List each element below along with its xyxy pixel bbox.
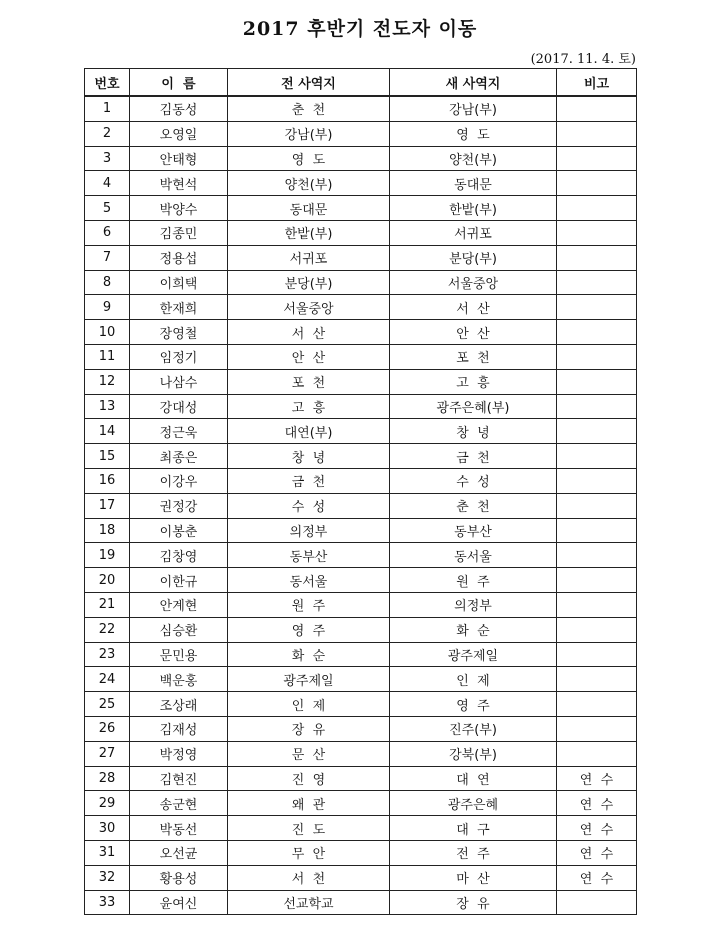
cell-new-post: 수 성 — [390, 468, 557, 493]
table-row — [85, 890, 637, 915]
cell-name: 권정강 — [130, 493, 228, 518]
cell-new-post: 인 제 — [390, 667, 557, 692]
cell-new-post: 동서울 — [390, 543, 557, 568]
cell-note: 연 수 — [557, 766, 637, 791]
cell-previous-post: 춘 천 — [228, 96, 390, 121]
cell-new-post: 장 유 — [390, 890, 557, 915]
cell-number: 29 — [85, 791, 130, 816]
cell-number: 12 — [85, 369, 130, 394]
table-row — [85, 865, 637, 890]
cell-name: 김현진 — [130, 766, 228, 791]
table-row — [85, 419, 637, 444]
table-row — [85, 245, 637, 270]
cell-number: 22 — [85, 617, 130, 642]
cell-number: 14 — [85, 419, 130, 444]
cell-previous-post: 문 산 — [228, 741, 390, 766]
cell-number: 9 — [85, 295, 130, 320]
table-row — [85, 518, 637, 543]
table-row — [85, 295, 637, 320]
cell-note — [557, 741, 637, 766]
table-row — [85, 592, 637, 617]
cell-number: 19 — [85, 543, 130, 568]
table-row — [85, 444, 637, 469]
cell-new-post: 서 산 — [390, 295, 557, 320]
cell-name: 강대성 — [130, 394, 228, 419]
cell-new-post: 금 천 — [390, 444, 557, 469]
cell-previous-post: 고 흥 — [228, 394, 390, 419]
cell-number: 27 — [85, 741, 130, 766]
cell-note: 연 수 — [557, 816, 637, 841]
header-previous-post: 전 사역지 — [228, 69, 390, 97]
cell-name: 안계현 — [130, 592, 228, 617]
cell-number: 17 — [85, 493, 130, 518]
cell-number: 32 — [85, 865, 130, 890]
cell-new-post: 영 주 — [390, 692, 557, 717]
cell-name: 심승환 — [130, 617, 228, 642]
cell-name: 백운홍 — [130, 667, 228, 692]
cell-previous-post: 강남(부) — [228, 121, 390, 146]
cell-note: 연 수 — [557, 840, 637, 865]
table-row — [85, 617, 637, 642]
cell-name: 장영철 — [130, 320, 228, 345]
cell-number: 24 — [85, 667, 130, 692]
cell-number: 5 — [85, 196, 130, 221]
table-row — [85, 766, 637, 791]
document-title: 2017 후반기 전도자 이동 — [242, 18, 478, 40]
cell-note: 연 수 — [557, 791, 637, 816]
cell-name: 김창영 — [130, 543, 228, 568]
cell-name: 정용섭 — [130, 245, 228, 270]
cell-note — [557, 394, 637, 419]
cell-number: 33 — [85, 890, 130, 915]
header-name: 이 름 — [130, 69, 228, 97]
table-row — [85, 493, 637, 518]
cell-name: 박동선 — [130, 816, 228, 841]
cell-new-post: 대 구 — [390, 816, 557, 841]
table-row — [85, 369, 637, 394]
cell-name: 송군현 — [130, 791, 228, 816]
table-body — [85, 96, 637, 915]
cell-previous-post: 양천(부) — [228, 171, 390, 196]
cell-name: 안태형 — [130, 146, 228, 171]
cell-previous-post: 영 주 — [228, 617, 390, 642]
cell-note — [557, 592, 637, 617]
cell-number: 30 — [85, 816, 130, 841]
cell-note — [557, 716, 637, 741]
cell-name: 이강우 — [130, 468, 228, 493]
transfer-table — [84, 68, 637, 915]
table-row — [85, 220, 637, 245]
cell-name: 김종민 — [130, 220, 228, 245]
cell-name: 최종은 — [130, 444, 228, 469]
table-row — [85, 121, 637, 146]
cell-new-post: 한밭(부) — [390, 196, 557, 221]
cell-note — [557, 617, 637, 642]
cell-number: 20 — [85, 568, 130, 593]
cell-note — [557, 96, 637, 121]
cell-note — [557, 171, 637, 196]
cell-previous-post: 선교학교 — [228, 890, 390, 915]
cell-name: 박양수 — [130, 196, 228, 221]
document-date: (2017. 11. 4. 토) — [530, 52, 636, 67]
cell-previous-post: 창 녕 — [228, 444, 390, 469]
cell-name: 황용성 — [130, 865, 228, 890]
cell-name: 한재희 — [130, 295, 228, 320]
table-row — [85, 344, 637, 369]
cell-number: 15 — [85, 444, 130, 469]
table-row — [85, 320, 637, 345]
cell-previous-post: 의정부 — [228, 518, 390, 543]
table-row — [85, 741, 637, 766]
cell-previous-post: 원 주 — [228, 592, 390, 617]
cell-previous-post: 광주제일 — [228, 667, 390, 692]
cell-previous-post: 포 천 — [228, 369, 390, 394]
cell-previous-post: 서귀포 — [228, 245, 390, 270]
cell-note — [557, 568, 637, 593]
cell-note — [557, 444, 637, 469]
table-row — [85, 667, 637, 692]
cell-new-post: 고 흥 — [390, 369, 557, 394]
table-row — [85, 816, 637, 841]
cell-note: 연 수 — [557, 865, 637, 890]
cell-note — [557, 419, 637, 444]
cell-number: 4 — [85, 171, 130, 196]
cell-new-post: 동부산 — [390, 518, 557, 543]
header-new-post: 새 사역지 — [390, 69, 557, 97]
table-row — [85, 394, 637, 419]
cell-number: 7 — [85, 245, 130, 270]
cell-name: 나삼수 — [130, 369, 228, 394]
table-row — [85, 468, 637, 493]
cell-name: 박정영 — [130, 741, 228, 766]
cell-note — [557, 518, 637, 543]
cell-previous-post: 서 천 — [228, 865, 390, 890]
cell-new-post: 양천(부) — [390, 146, 557, 171]
cell-new-post: 의정부 — [390, 592, 557, 617]
cell-new-post: 전 주 — [390, 840, 557, 865]
cell-new-post: 분당(부) — [390, 245, 557, 270]
table-row — [85, 716, 637, 741]
cell-note — [557, 890, 637, 915]
cell-new-post: 서울중앙 — [390, 270, 557, 295]
cell-note — [557, 295, 637, 320]
cell-name: 김재성 — [130, 716, 228, 741]
table-row — [85, 568, 637, 593]
cell-new-post: 포 천 — [390, 344, 557, 369]
cell-name: 윤여신 — [130, 890, 228, 915]
cell-note — [557, 320, 637, 345]
table-header-row — [85, 69, 637, 97]
cell-note — [557, 493, 637, 518]
cell-new-post: 강남(부) — [390, 96, 557, 121]
table-row — [85, 791, 637, 816]
cell-note — [557, 692, 637, 717]
cell-number: 18 — [85, 518, 130, 543]
cell-new-post: 진주(부) — [390, 716, 557, 741]
cell-previous-post: 동대문 — [228, 196, 390, 221]
cell-number: 13 — [85, 394, 130, 419]
cell-new-post: 광주은혜 — [390, 791, 557, 816]
cell-name: 오영일 — [130, 121, 228, 146]
cell-previous-post: 분당(부) — [228, 270, 390, 295]
cell-number: 8 — [85, 270, 130, 295]
cell-name: 이희택 — [130, 270, 228, 295]
table-row — [85, 270, 637, 295]
table-row — [85, 840, 637, 865]
cell-number: 26 — [85, 716, 130, 741]
cell-new-post: 광주제일 — [390, 642, 557, 667]
cell-previous-post: 한밭(부) — [228, 220, 390, 245]
cell-name: 문민용 — [130, 642, 228, 667]
cell-number: 28 — [85, 766, 130, 791]
cell-name: 정근욱 — [130, 419, 228, 444]
cell-name: 김동성 — [130, 96, 228, 121]
cell-previous-post: 수 성 — [228, 493, 390, 518]
cell-new-post: 동대문 — [390, 171, 557, 196]
cell-previous-post: 화 순 — [228, 642, 390, 667]
cell-name: 임정기 — [130, 344, 228, 369]
cell-number: 23 — [85, 642, 130, 667]
table-row — [85, 96, 637, 121]
cell-previous-post: 대연(부) — [228, 419, 390, 444]
cell-number: 2 — [85, 121, 130, 146]
cell-new-post: 영 도 — [390, 121, 557, 146]
cell-number: 1 — [85, 96, 130, 121]
cell-number: 3 — [85, 146, 130, 171]
table-row — [85, 642, 637, 667]
cell-previous-post: 진 영 — [228, 766, 390, 791]
table-row — [85, 146, 637, 171]
cell-new-post: 화 순 — [390, 617, 557, 642]
cell-previous-post: 서 산 — [228, 320, 390, 345]
cell-new-post: 서귀포 — [390, 220, 557, 245]
cell-note — [557, 220, 637, 245]
cell-name: 이한규 — [130, 568, 228, 593]
cell-previous-post: 금 천 — [228, 468, 390, 493]
cell-previous-post: 무 안 — [228, 840, 390, 865]
header-number: 번호 — [85, 69, 130, 97]
cell-number: 6 — [85, 220, 130, 245]
header-note: 비고 — [557, 69, 637, 97]
cell-new-post: 원 주 — [390, 568, 557, 593]
cell-note — [557, 121, 637, 146]
cell-note — [557, 642, 637, 667]
cell-number: 11 — [85, 344, 130, 369]
cell-name: 이봉춘 — [130, 518, 228, 543]
cell-name: 조상래 — [130, 692, 228, 717]
cell-number: 16 — [85, 468, 130, 493]
table-row — [85, 543, 637, 568]
cell-previous-post: 동부산 — [228, 543, 390, 568]
cell-note — [557, 667, 637, 692]
cell-number: 21 — [85, 592, 130, 617]
table-row — [85, 196, 637, 221]
cell-name: 오선균 — [130, 840, 228, 865]
cell-previous-post: 동서울 — [228, 568, 390, 593]
cell-note — [557, 245, 637, 270]
cell-number: 31 — [85, 840, 130, 865]
cell-previous-post: 진 도 — [228, 816, 390, 841]
table-row — [85, 171, 637, 196]
table-row — [85, 692, 637, 717]
cell-note — [557, 468, 637, 493]
cell-note — [557, 196, 637, 221]
cell-new-post: 춘 천 — [390, 493, 557, 518]
cell-note — [557, 543, 637, 568]
cell-note — [557, 344, 637, 369]
cell-previous-post: 영 도 — [228, 146, 390, 171]
cell-previous-post: 왜 관 — [228, 791, 390, 816]
cell-new-post: 광주은혜(부) — [390, 394, 557, 419]
cell-note — [557, 146, 637, 171]
cell-previous-post: 안 산 — [228, 344, 390, 369]
cell-new-post: 마 산 — [390, 865, 557, 890]
cell-note — [557, 270, 637, 295]
cell-new-post: 안 산 — [390, 320, 557, 345]
cell-number: 10 — [85, 320, 130, 345]
cell-previous-post: 장 유 — [228, 716, 390, 741]
cell-new-post: 강북(부) — [390, 741, 557, 766]
cell-new-post: 대 연 — [390, 766, 557, 791]
cell-new-post: 창 녕 — [390, 419, 557, 444]
cell-number: 25 — [85, 692, 130, 717]
cell-note — [557, 369, 637, 394]
cell-previous-post: 서울중앙 — [228, 295, 390, 320]
cell-previous-post: 인 제 — [228, 692, 390, 717]
cell-name: 박현석 — [130, 171, 228, 196]
